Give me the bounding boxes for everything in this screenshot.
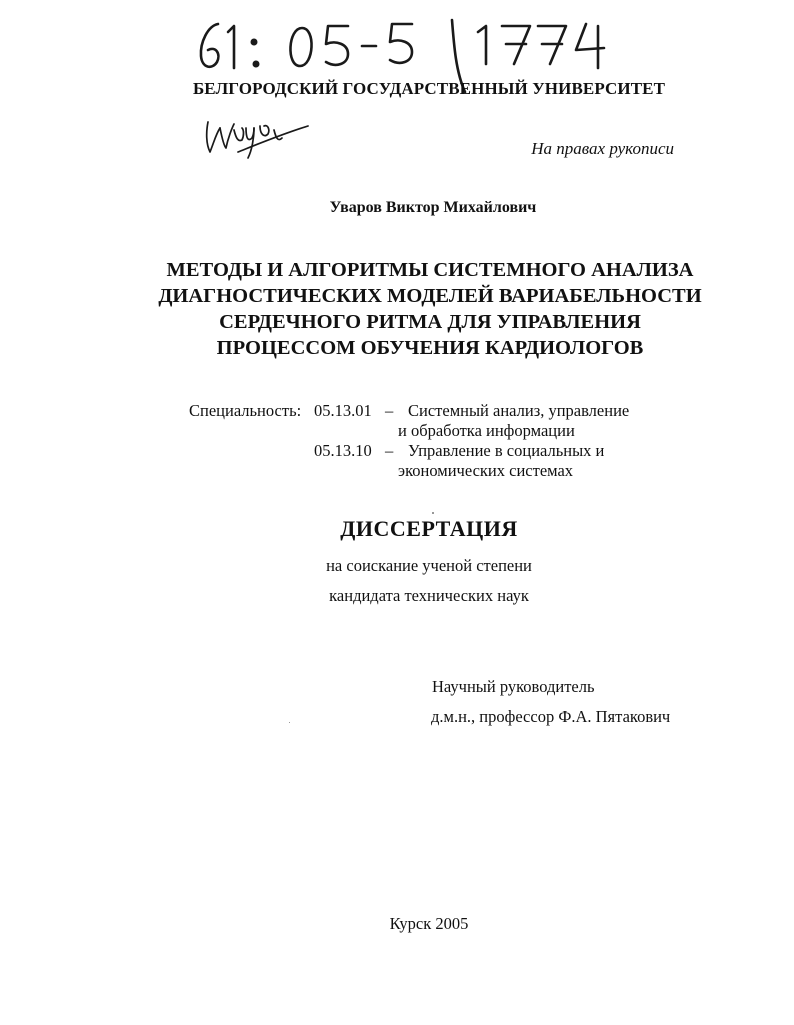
manuscript-note: На правах рукописи [531,139,674,158]
title-line: ДИАГНОСТИЧЕСКИХ МОДЕЛЕЙ ВАРИАБЕЛЬНОСТИ [158,285,702,307]
title-line: ПРОЦЕССОМ ОБУЧЕНИЯ КАРДИОЛОГОВ [216,337,644,359]
thesis-title [100,257,760,361]
advisor-name: д.м.н., профессор Ф.А. Пятакович [431,707,671,726]
specialty-description: Управление в социальных и [408,441,605,460]
degree-line: кандидата технических наук [329,586,529,605]
city-year: Курск 2005 [389,914,469,933]
document-type: ДИССЕРТАЦИЯ [340,516,518,541]
specialty-code: 05.13.01 [314,401,372,420]
signature [198,108,313,163]
author-name: Уваров Виктор Михайлович [329,199,537,216]
specialty-description: Системный анализ, управление [408,401,630,420]
specialty-label: Специальность: [189,401,302,420]
advisor-label: Научный руководитель [432,677,595,696]
university-name: БЕЛГОРОДСКИЙ ГОСУДАРСТВЕННЫЙ УНИВЕРСИТЕТ [192,79,666,98]
degree-line: на соискание ученой степени [326,556,532,575]
specialty-description: и обработка информации [398,421,575,440]
scan-speck [432,512,434,514]
title-line: СЕРДЕЧНОГО РИТМА ДЛЯ УПРАВЛЕНИЯ [219,311,641,333]
title-line: МЕТОДЫ И АЛГОРИТМЫ СИСТЕМНОГО АНАЛИЗА [166,259,694,281]
specialty-dash: – [385,441,394,460]
scan-speck [289,722,290,723]
specialty-code: 05.13.10 [314,441,372,460]
specialty-dash: – [385,401,394,420]
specialty-description: экономических системах [398,461,574,480]
